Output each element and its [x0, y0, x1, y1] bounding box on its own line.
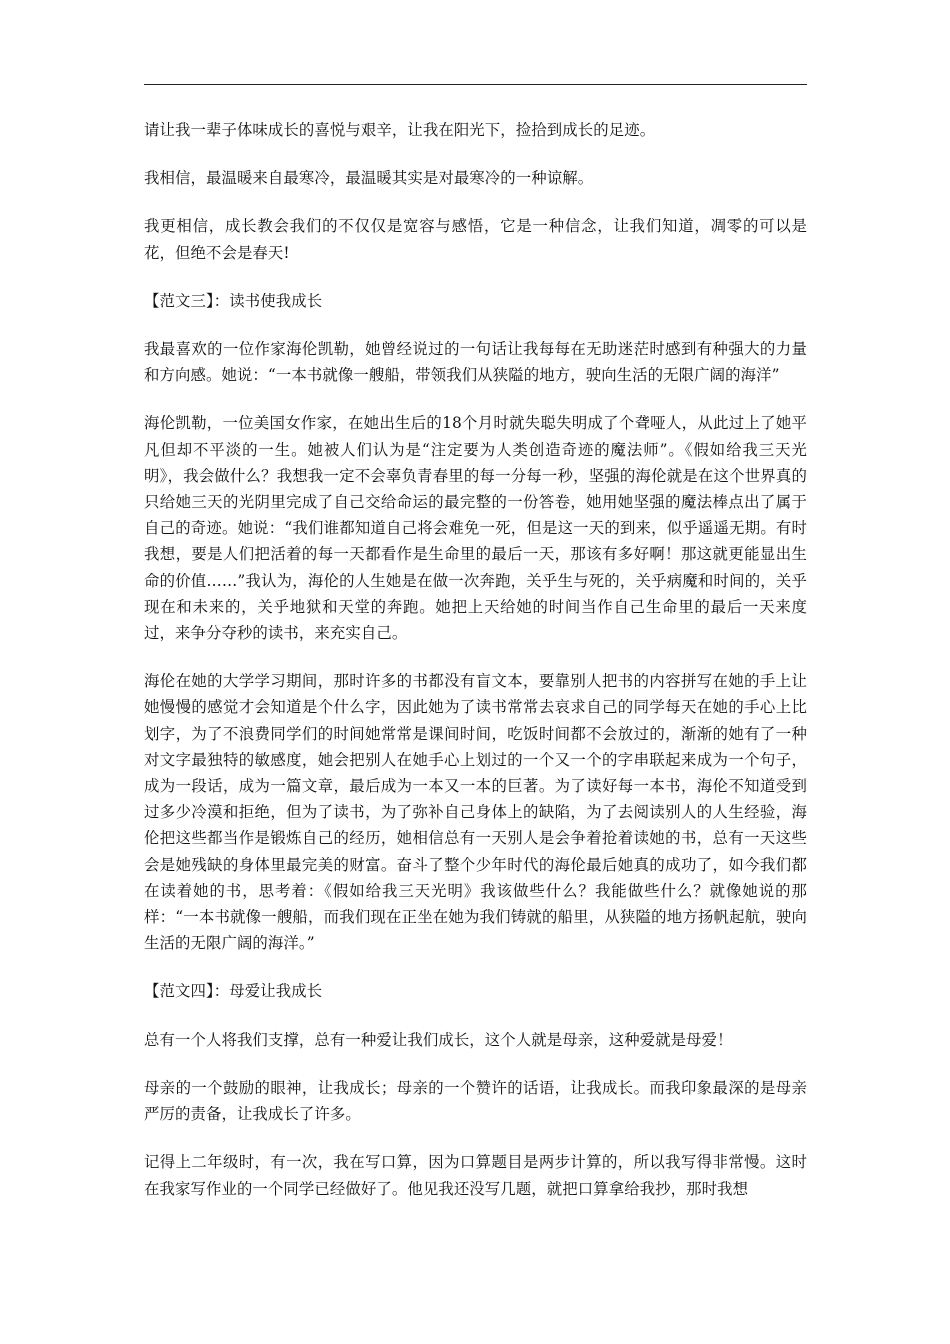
section-heading: 【范文三】：读书使我成长 — [144, 291, 323, 310]
document-page — [144, 0, 807, 1344]
paragraph: 总有一个人将我们支撑，总有一种爱让我们成长，这个人就是母亲，这种爱就是母爱！ — [144, 1030, 733, 1049]
paragraph: 我最喜欢的一位作家海伦凯勒，她曾经说过的一句话让我每每在无助迷茫时感到有种强大的力量和方向感。她说：“一本书就像一艘船，带领我们从狭隘的地方，驶向生活的无限广阔的海洋” — [144, 340, 807, 385]
paragraph: 记得上二年级时，有一次，我在写口算，因为口算题目是两步计算的，所以我写得非常慢。这时在我家写作业的一个同学已经做好了。他见我还没写几题，就把口算拿给我抄，那时我想 — [144, 1153, 807, 1198]
section-heading: 【范文四】：母爱让我成长 — [144, 982, 323, 1001]
paragraph: 母亲的一个鼓励的眼神，让我成长；母亲的一个赞许的话语，让我成长。而我印象最深的是母亲严厉的责备，让我成长了许多。 — [144, 1078, 807, 1124]
paragraph: 海伦凯勒，一位美国女作家，在她出生后的18个月时就失聪失明成了个聋哑人，从此过上了她平凡但却不平淡的一生。她被人们认为是“注定要为人类创造奇迹的魔法师”。《假如给我三天光明》，我会做什么？我想我一定不会辜负青春里的每一分每一秒，坚强的海伦就是在这个世界真的只给她三天的光阴里完成了自己交给命运的最完整的一份答卷，她用她坚强的魔法棒点出了属于自己的奇迹。她说：“我们谁都知道自己将会难免一死，但是这一天的到来，似乎遥遥无期。有时我想，要是人们把活着的每一天都看作是生命里的最后一天，那该有多好啊！那这就更能显出生命的价值……”我认为，海伦的人生她是在做一次奔跑，关乎生与死的，关乎病魔和时间的，关乎现在和未来的，关乎地狱和天堂的奔跑。她把上天给她的时间当作自己生命里的最后一天来度过，来争分夺秒的读书，来充实自己。 — [144, 414, 807, 643]
paragraph: 海伦在她的大学学习期间，那时许多的书都没有盲文本，要靠别人把书的内容拼写在她的手上让她慢慢的感觉才会知道是个什么字，因此她为了读书常常去哀求自己的同学每天在她的手心上比划字，为了不浪费同学们的时间她常常是课间时间，吃饭时间都不会放过的，渐渐的她有了一种对文字最独特的敏感度，她会把别人在她手心上划过的一个又一个的字串联起来成为一个句子，成为一段话，成为一篇文章，最后成为一本又一本的巨著。为了读好每一本书，海伦不知道受到过多少冷漠和拒绝，但为了读书，为了弥补自己身体上的缺陷，为了去阅读别人的人生经验，海伦把这些都当作是锻炼自己的经历，她相信总有一天别人是会争着抢着读她的书，总有一天这些会是她残缺的身体里最完美的财富。奋斗了整个少年时代的海伦最后她真的成功了，如今我们都在读着她的书，思考着：《假如给我三天光明》我该做些什么？我能做些什么？就像她说的那样：“一本书就像一艘船，而我们现在正坐在她为我们铸就的船里，从狭隘的地方扬帆起航，驶向生活的无限广阔的海洋。” — [144, 672, 807, 953]
header-rule — [144, 84, 807, 85]
paragraph: 我相信，最温暖来自最寒冷，最温暖其实是对最寒冷的一种谅解。 — [144, 169, 594, 188]
document-body — [144, 117, 807, 1224]
paragraph: 我更相信，成长教会我们的不仅仅是宽容与感悟，它是一种信念，让我们知道，凋零的可以是花，但绝不会是春天! — [144, 217, 807, 262]
paragraph: 请让我一辈子体味成长的喜悦与艰辛，让我在阳光下，捡拾到成长的足迹。 — [144, 121, 656, 139]
